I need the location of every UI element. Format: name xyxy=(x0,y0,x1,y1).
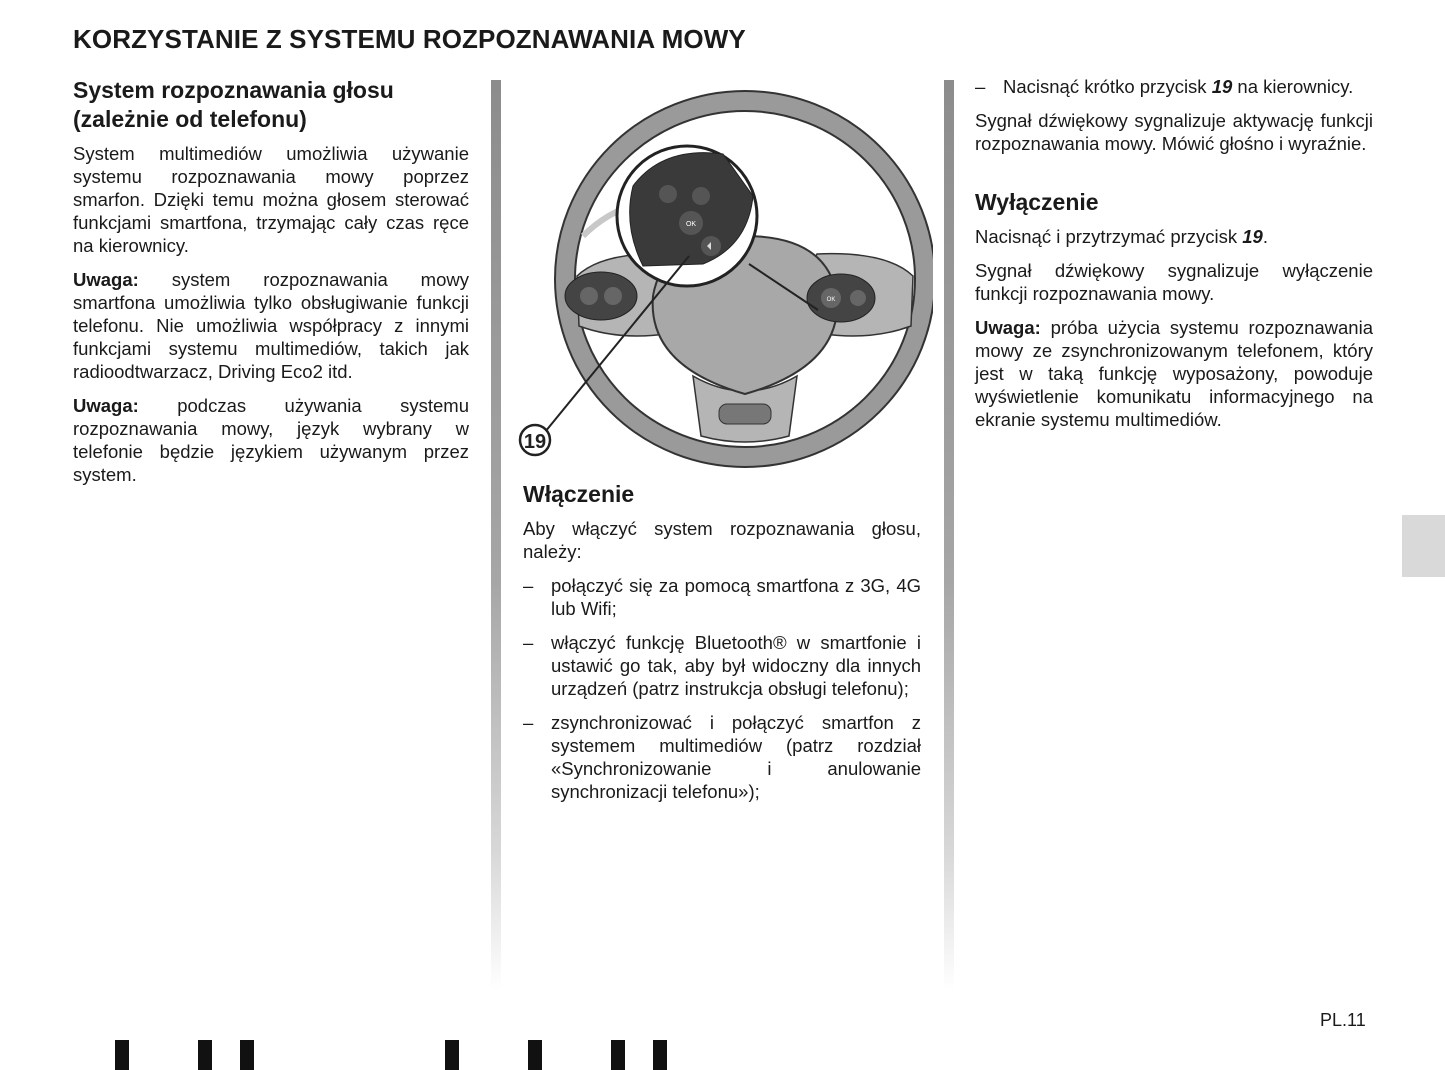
note-text: próba użycia systemu rozpoznawania mowy ze zsynchronizowanym telefonem, który jest w taką funkcję wyposażony, powoduje wyświetlenie komunikatu informacyjnego na ekranie systemu multimediów. xyxy=(975,317,1373,430)
page-number: PL.11 xyxy=(1320,1010,1366,1030)
left-button xyxy=(580,287,598,305)
section-heading-activation: Włączenie xyxy=(523,481,635,507)
crop-mark xyxy=(240,1040,254,1070)
note-text: podczas używania systemu rozpoznawania mowy, język wybrany w telefonie będzie językiem używanym przez system. xyxy=(73,395,469,485)
left-button xyxy=(604,287,622,305)
note-phone-functions xyxy=(73,268,469,383)
column-divider-right xyxy=(944,80,954,990)
note-sync-message xyxy=(975,316,1373,431)
deactivation-instruction: Nacisnąć i przytrzymać przycisk 19. xyxy=(975,226,1268,247)
right-ok-label: OK xyxy=(826,297,836,303)
crop-mark xyxy=(528,1040,542,1070)
crop-mark xyxy=(653,1040,667,1070)
list-item: – połączyć się za pomocą smartfona z 3G, 4G lub Wifi; xyxy=(523,575,921,619)
note-language xyxy=(73,394,469,486)
callout-19-label: 19 xyxy=(523,431,547,453)
crop-mark xyxy=(115,1040,129,1070)
crop-mark xyxy=(198,1040,212,1070)
note-text: system rozpoznawania mowy smartfona umożliwia tylko obsługiwanie funkcji telefonu. Nie umożliwia współpracy z innymi funkcjami systemu multimediów, takich jak radioodtwarzacz, Driving Eco2 itd. xyxy=(73,269,469,382)
signal-activation-text: Sygnał dźwiękowy sygnalizuje aktywację funkcji rozpoznawania mowy. Mówić głośno i wyraźnie. xyxy=(975,110,1373,154)
column-middle xyxy=(523,76,921,814)
section-heading-deactivation: Wyłączenie xyxy=(975,189,1099,215)
list-item: – włączyć funkcję Bluetooth® w smartfonie i ustawić go tak, aby był widoczny dla innych urządzeń (patrz instrukcja obsługi telefonu); xyxy=(523,632,921,699)
list-item: – zsynchronizować i połączyć smartfon z systemem multimediów (patrz rozdział «Synchronizowanie i anulowanie synchronizacji telefonu»); xyxy=(523,712,921,802)
column-right xyxy=(975,75,1373,442)
note-label: Uwaga: xyxy=(975,317,1041,338)
steering-wheel-figure xyxy=(513,76,933,466)
inset-button xyxy=(659,185,677,203)
list-item: – Nacisnąć krótko przycisk 19 na kierownicy. xyxy=(975,76,1354,97)
inset-button xyxy=(692,187,710,205)
right-button xyxy=(850,290,866,306)
section-tab-marker xyxy=(1402,515,1445,577)
signal-deactivation-text: Sygnał dźwiękowy sygnalizuje wyłączenie funkcji rozpoznawania mowy. xyxy=(975,260,1373,304)
intro-paragraph: System multimediów umożliwia używanie systemu rozpoznawania mowy poprzez smarfon. Dzięki temu można głosem sterować funkcjami smartfona, trzymając cały czas ręce na kierownicy. xyxy=(73,143,469,256)
section-heading-voice-system: System rozpoznawania głosu (zależnie od telefonu) xyxy=(73,77,394,132)
steering-wheel-illustration xyxy=(513,76,933,468)
crop-mark xyxy=(611,1040,625,1070)
page-title: KORZYSTANIE Z SYSTEMU ROZPOZNAWANIA MOWY xyxy=(73,24,746,54)
inset-ok-label: OK xyxy=(685,221,697,228)
left-control-pad xyxy=(565,272,637,320)
column-divider-left xyxy=(491,80,501,990)
crop-mark xyxy=(445,1040,459,1070)
bottom-spoke-trim xyxy=(719,404,771,424)
column-left xyxy=(73,76,469,497)
activation-intro: Aby włączyć system rozpoznawania głosu, należy: xyxy=(523,518,921,562)
note-label: Uwaga: xyxy=(73,395,139,416)
note-label: Uwaga: xyxy=(73,269,139,290)
